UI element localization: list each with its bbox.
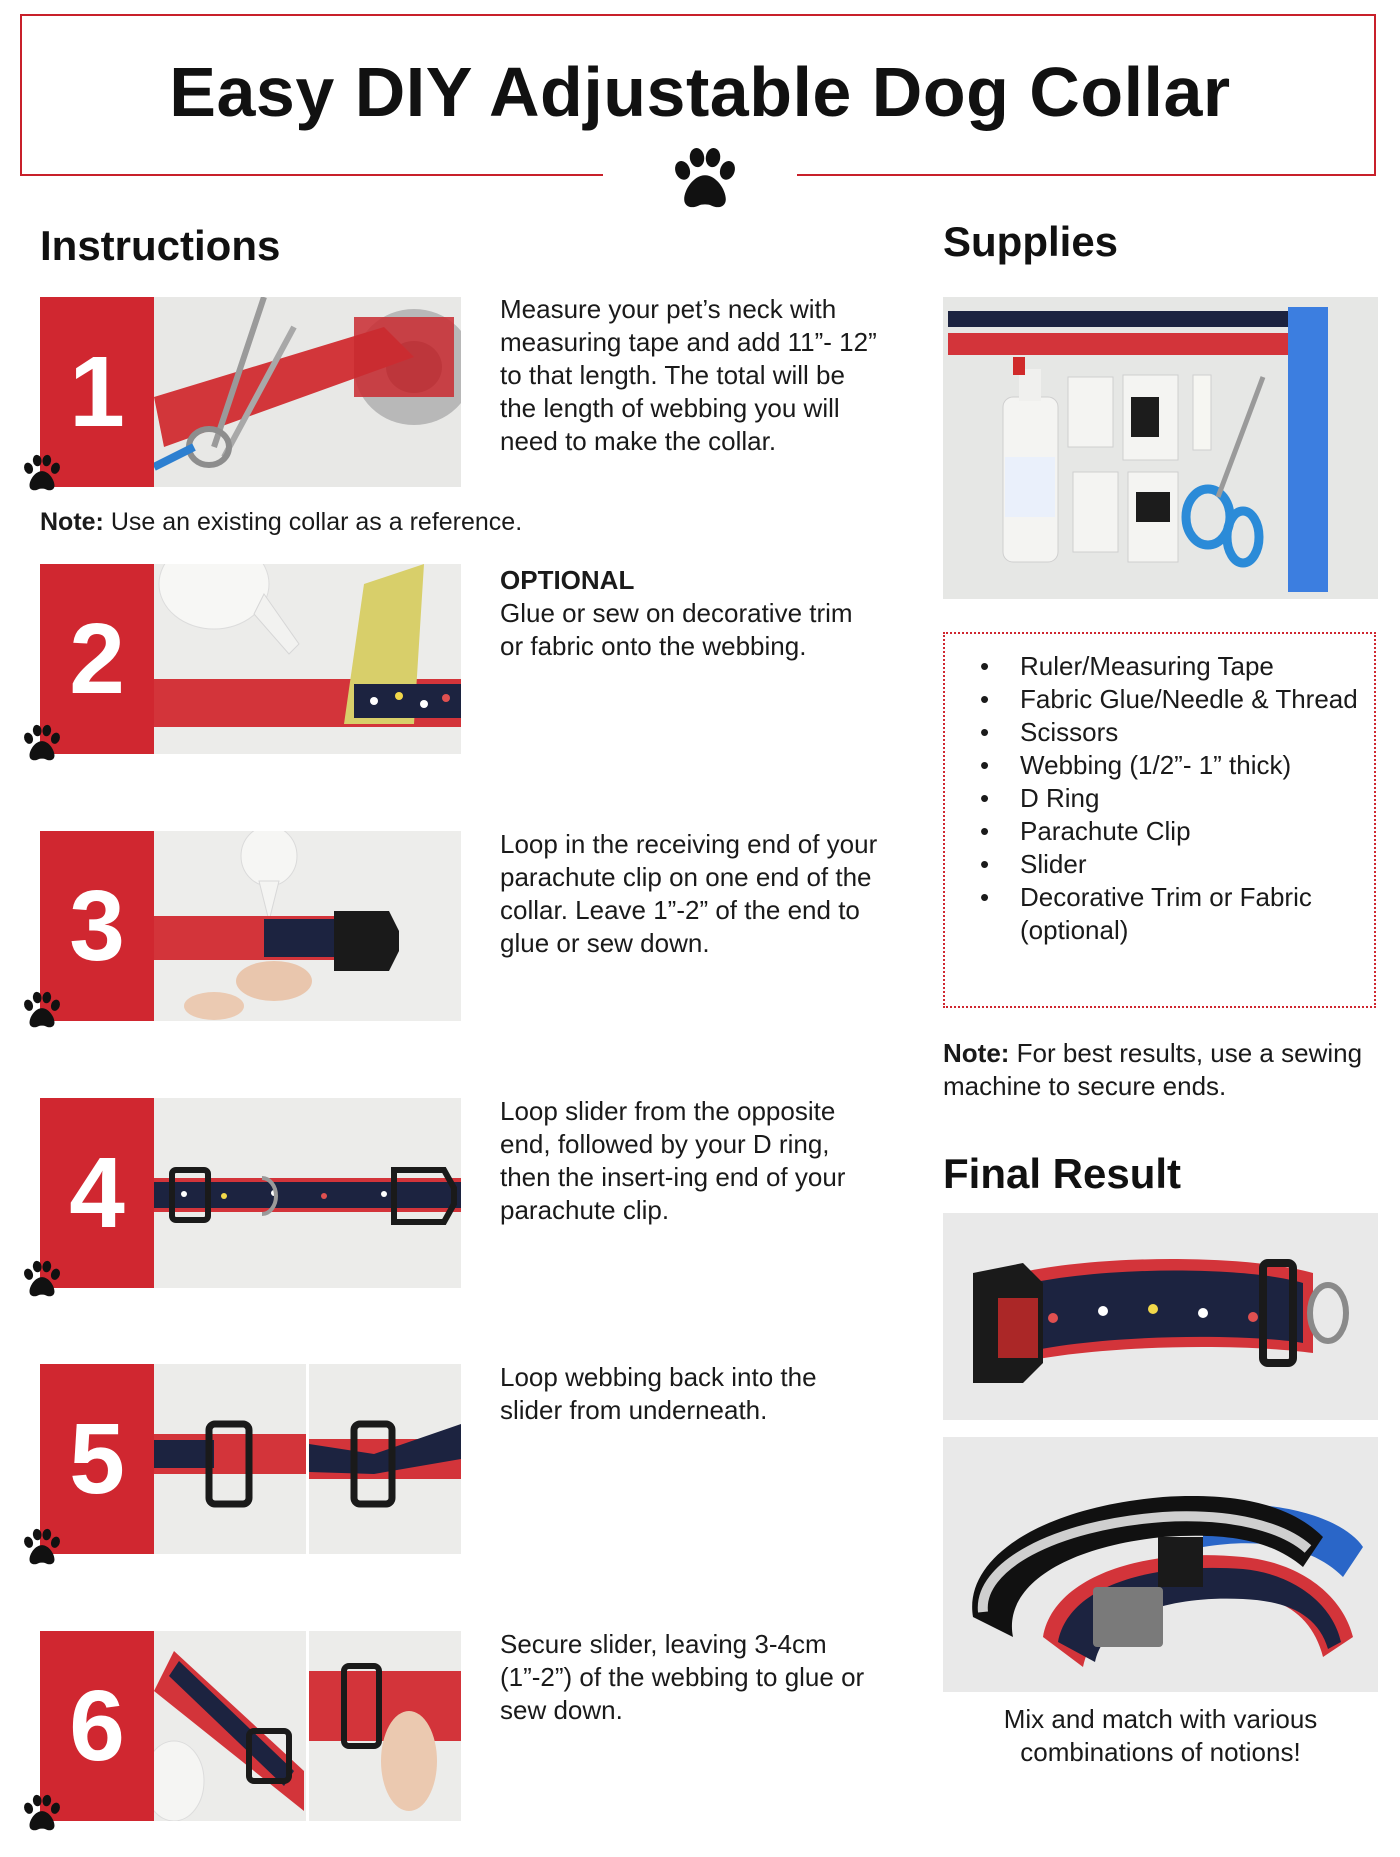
- step-2-number: 2: [40, 564, 154, 754]
- step-3-description: Loop in the receiving end of your parachute clip on one end of the collar. Leave 1”-2” of the end to glue or sew down.: [500, 829, 878, 958]
- step-2-description: Glue or sew on decorative trim or fabric onto the webbing.: [500, 598, 853, 661]
- title-divider-left: [20, 174, 603, 176]
- list-item: • Slider: [1020, 848, 1374, 881]
- paw-print-icon: [18, 1790, 66, 1838]
- paw-print-icon: [18, 720, 66, 768]
- page-title: Easy DIY Adjustable Dog Collar: [169, 53, 1231, 131]
- step-5-photo: [154, 1364, 461, 1554]
- final-result-heading: Final Result: [943, 1150, 1182, 1197]
- step-6-description: Secure slider, leaving 3-4cm (1”-2”) of the webbing to glue or sew down.: [500, 1629, 865, 1725]
- note-label: Note:: [943, 1038, 1010, 1068]
- list-item: • Webbing (1/2”- 1” thick): [1020, 749, 1374, 782]
- step-2-optional-label: OPTIONAL: [500, 565, 635, 595]
- step-1-description: Measure your pet’s neck with measuring tape and add 11”- 12” to that length. The total will be the length of webbing you will need to make the collar.: [500, 294, 877, 456]
- final-result-photo-2: [943, 1437, 1378, 1692]
- list-item: • Ruler/Measuring Tape: [1020, 650, 1374, 683]
- note-text: Use an existing collar as a reference.: [103, 508, 523, 536]
- step-2-text: [500, 564, 880, 663]
- final-result-caption: Mix and match with various combinations of notions!: [1003, 1704, 1318, 1767]
- step-5-text: [500, 1361, 880, 1427]
- step-6-number: 6: [40, 1631, 154, 1821]
- supplies-photo: [943, 297, 1378, 599]
- step-1-text: [500, 293, 880, 458]
- final-result-photo-1: [943, 1213, 1378, 1420]
- step-3-photo: [154, 831, 461, 1021]
- step-4-number: 4: [40, 1098, 154, 1288]
- paw-print-icon: [18, 1256, 66, 1304]
- paw-print-icon: [18, 1524, 66, 1572]
- step-3-number: 3: [40, 831, 154, 1021]
- step-4-description: Loop slider from the opposite end, followed by your D ring, then the insert-ing end of your parachute clip.: [500, 1096, 846, 1225]
- supplies-list: [945, 634, 1374, 947]
- step-5-description: Loop webbing back into the slider from underneath.: [500, 1362, 817, 1425]
- list-item: • Parachute Clip: [1020, 815, 1374, 848]
- list-item: • D Ring: [1020, 782, 1374, 815]
- list-item: • Scissors: [1020, 716, 1374, 749]
- step-6-photo: [154, 1631, 461, 1821]
- step-1-number: 1: [40, 297, 154, 487]
- step-1-photo: [154, 297, 461, 487]
- paw-print-icon: [18, 987, 66, 1035]
- instructions-heading: Instructions: [40, 222, 281, 269]
- title-divider-right: [797, 174, 1376, 176]
- step-3-text: [500, 828, 880, 960]
- paw-print-icon: [18, 450, 66, 498]
- step-4-text: [500, 1095, 880, 1227]
- step-5-number: 5: [40, 1364, 154, 1554]
- supplies-note: [943, 1037, 1383, 1103]
- note-label: Note:: [40, 508, 104, 536]
- step-6-text: [500, 1628, 880, 1727]
- step-2-photo: [154, 564, 461, 754]
- list-item: • Fabric Glue/Needle & Thread: [1020, 683, 1374, 716]
- step-4-photo: [154, 1098, 461, 1288]
- list-item: • Decorative Trim or Fabric (optional): [1020, 881, 1374, 947]
- instructions-note: [40, 506, 522, 539]
- supplies-list-box: [943, 632, 1376, 1008]
- paw-print-icon: [665, 140, 745, 220]
- note-text: For best results, use a sewing machine to secure ends.: [943, 1038, 1363, 1101]
- supplies-heading: Supplies: [943, 218, 1119, 265]
